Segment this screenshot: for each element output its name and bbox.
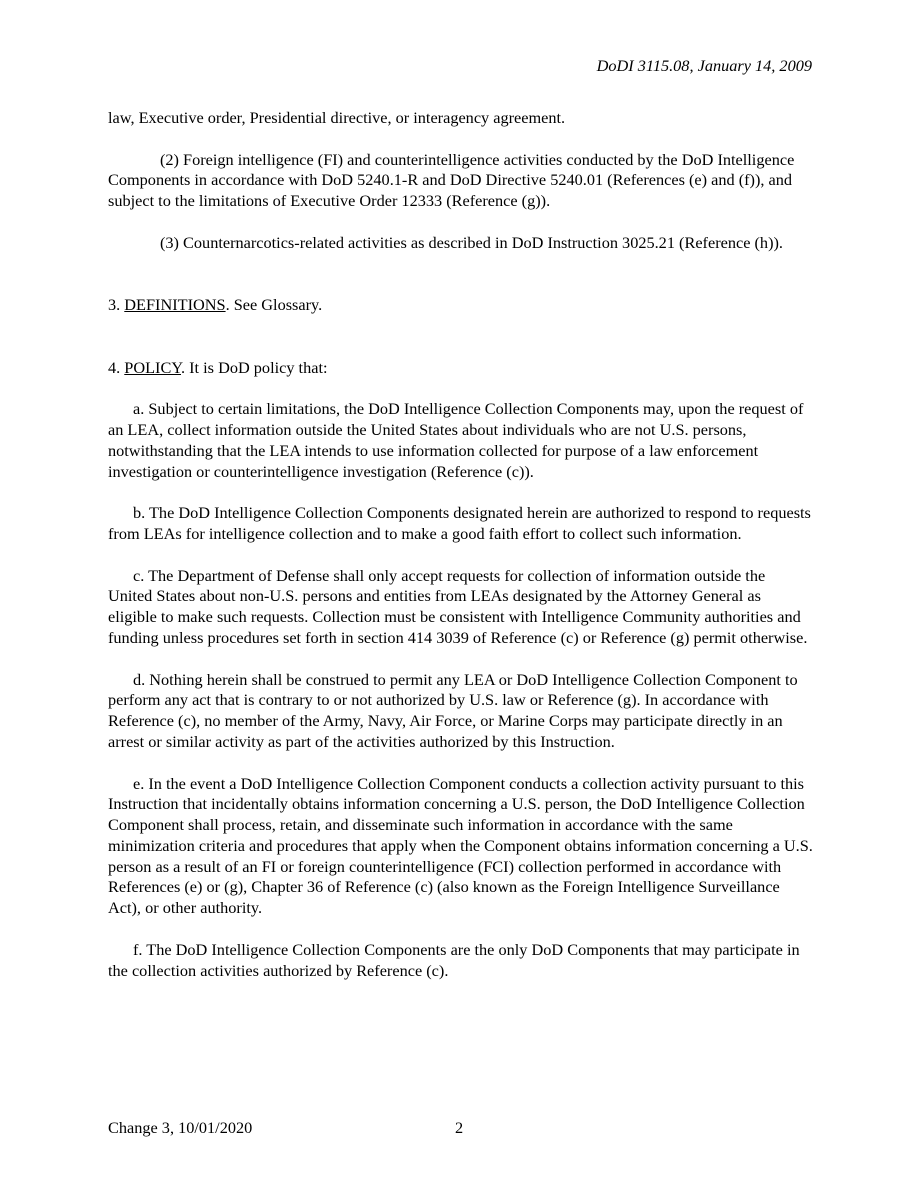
page-number: 2 (455, 1118, 464, 1137)
sub-item-3: (3) Counternarcotics-related activities as described in DoD Instruction 3025.21 (Reference (h)). (160, 232, 783, 252)
section-definitions (108, 295, 813, 316)
document-footer (108, 1117, 813, 1138)
section-heading-policy: POLICY (124, 357, 181, 377)
section-number: 3. (108, 295, 125, 315)
policy-item-c: c. The Department of Defense shall only accept requests for collection of information outside the United States about non-U.S. persons and entities from LEAs designated by the Attorney General as eligible to make such requests. Collection must be consistent with Intelligence Community authorities and funding unless procedures set forth in section 414 3039 of Reference (c) or Reference (g) permit otherwise. (108, 565, 808, 647)
policy-item-a: a. Subject to certain limitations, the DoD Intelligence Collection Components may, upon the request of an LEA, collect information outside the United States about individuals who are not U.S. persons, notwithstanding that the LEA intends to use information collected for purpose of a law enforcement investigation or counterintelligence investigation (Reference (c)). (108, 399, 804, 481)
section-policy (108, 358, 813, 379)
section-number: 4. (108, 357, 125, 377)
section-text: . It is DoD policy that: (180, 357, 328, 377)
change-notice: Change 3, 10/01/2020 (108, 1118, 253, 1137)
document-body (108, 108, 813, 981)
policy-item-d: d. Nothing herein shall be construed to permit any LEA or DoD Intelligence Collection Component to perform any act that is contrary to or not authorized by U.S. law or Reference (g). In accordance with Reference (c), no member of the Army, Navy, Air Force, or Marine Corps may participate directly in an arrest or similar activity as part of the activities authorized by this Instruction. (108, 669, 798, 751)
continuation-paragraph: law, Executive order, Presidential directive, or interagency agreement. (108, 108, 566, 127)
policy-item-f: f. The DoD Intelligence Collection Components are the only DoD Components that may participate in the collection activities authorized by Reference (c). (108, 939, 800, 980)
sub-item-2: (2) Foreign intelligence (FI) and counterintelligence activities conducted by the DoD Intelligence Components in accordance with DoD 5240.1-R and DoD Directive 5240.01 (References (e) and (f)), and subject to the limitations of Executive Order 12333 (Reference (g)). (108, 149, 795, 211)
document-header: DoDI 3115.08, January 14, 2009 (596, 56, 812, 75)
policy-item-e: e. In the event a DoD Intelligence Collection Component conducts a collection activity pursuant to this Instruction that incidentally obtains information concerning a U.S. person, the DoD Intelligence Collection Component shall process, retain, and disseminate such information in accordance with the same minimization criteria and procedures that apply when the Component obtains information concerning a U.S. person as a result of an FI or foreign counterintelligence (FCI) collection performed in accordance with References (e) or (g), Chapter 36 of Reference (c) (also known as the Foreign Intelligence Surveillance Act), or other authority. (108, 773, 813, 918)
policy-item-b: b. The DoD Intelligence Collection Components designated herein are authorized to respond to requests from LEAs for intelligence collection and to make a good faith effort to collect such information. (108, 503, 811, 543)
section-text: . See Glossary. (225, 295, 323, 315)
section-heading-definitions: DEFINITIONS (124, 295, 226, 315)
